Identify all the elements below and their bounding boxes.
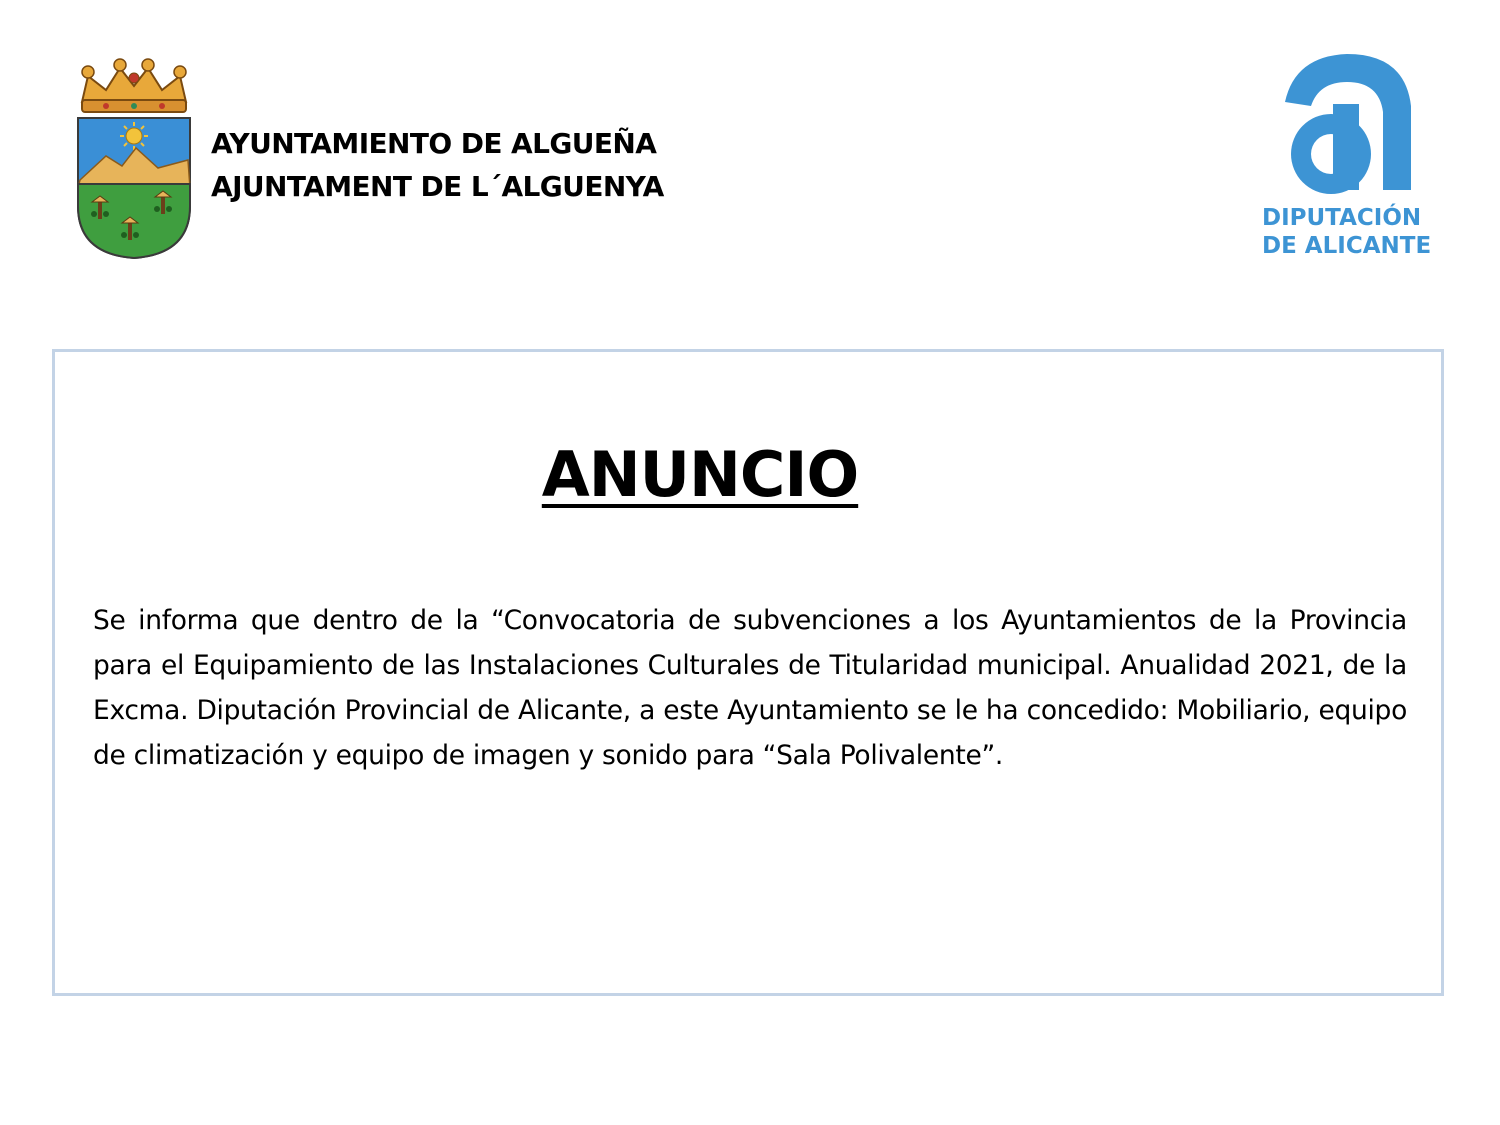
- diputacion-line2: DE ALICANTE: [1262, 233, 1432, 259]
- diputacion-logo-text: [1262, 204, 1431, 260]
- notice-body: Se informa que dentro de la “Convocatoria de subvenciones a los Ayuntamientos de la Provincia para el Equipamiento de las Instalaciones Culturales de Titularidad municipal. Anualidad 2021, de la Excma. Diputación Provincial de Alicante, a este Ayuntamiento se le ha concedido: Mobiliario, equipo de climatización y equipo de imagen y sonido para “Sala Polivalente”.: [93, 605, 1407, 771]
- crown-icon: [82, 59, 186, 112]
- notice-box: [52, 349, 1444, 996]
- municipality-name-es: AYUNTAMIENTO DE ALGUEÑA: [211, 127, 657, 160]
- diputacion-line1: DIPUTACIÓN: [1262, 205, 1422, 231]
- municipality-name-va: AJUNTAMENT DE L´ALGUENYA: [211, 170, 664, 203]
- notice-title: ANUNCIO: [541, 438, 859, 511]
- coat-of-arms-icon: [66, 56, 202, 262]
- municipality-header: [211, 122, 664, 208]
